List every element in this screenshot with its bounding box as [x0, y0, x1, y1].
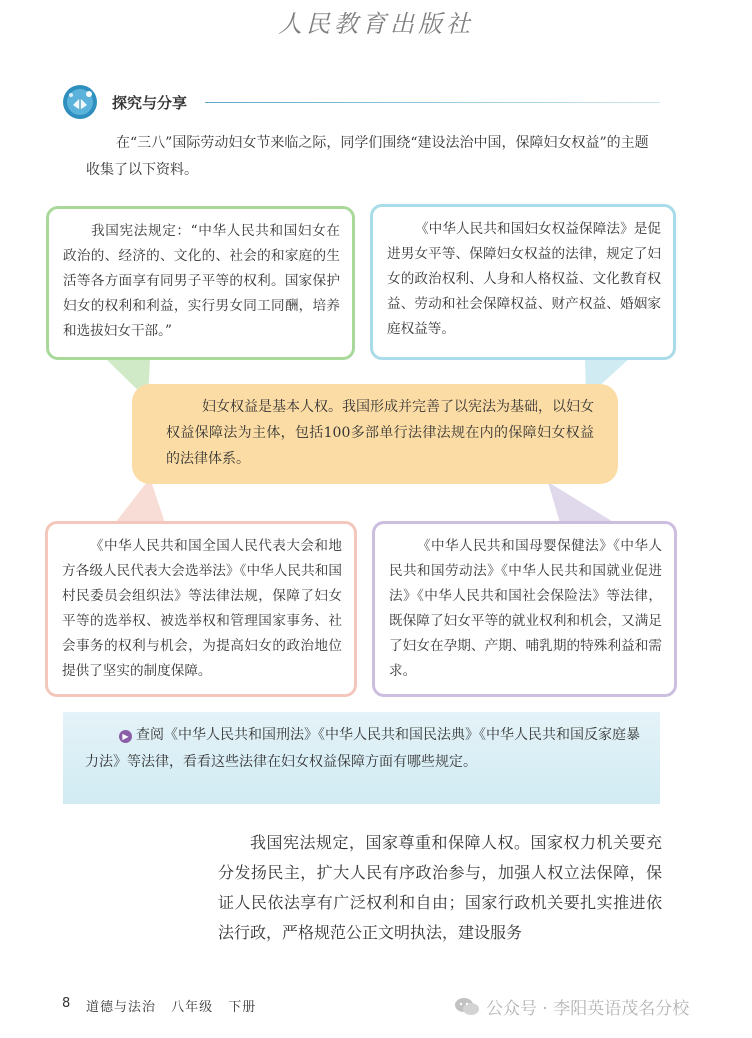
constitution-card: 我国宪法规定：“中华人民共和国妇女在政治的、经济的、文化的、社会的和家庭的生活等各方面享有同男子平等的权利。国家保护妇女的权利和利益，实行男女同工同酬，培养和选拔妇女干部。”	[46, 206, 355, 360]
section-title: 探究与分享	[112, 94, 188, 112]
section-divider	[205, 102, 660, 103]
publisher-logo: 人民教育出版社	[278, 10, 474, 38]
tip-box	[63, 712, 660, 804]
watermark-text: 公众号 · 李阳英语茂名分校	[486, 999, 690, 1019]
page-number: 8	[62, 996, 71, 1011]
explore-share-icon	[62, 84, 98, 120]
summary-card: 妇女权益是基本人权。我国形成并完善了以宪法为基础，以妇女权益保障法为主体，包括100多部单行法律法规在内的保障妇女权益的法律体系。	[132, 384, 618, 484]
women-rights-law-card: 《中华人民共和国妇女权益保障法》是促进男女平等、保障妇女权益的法律，规定了妇女的政治权利、人身和人格权益、文化教育权益、劳动和社会保障权益、财产权益、婚姻家庭权益等。	[370, 204, 676, 360]
play-arrow-icon: ▶	[119, 730, 132, 743]
watermark	[454, 994, 689, 1019]
body-paragraph: 我国宪法规定，国家尊重和保障人权。国家权力机关要充分发扬民主，扩大人民有序政治参与，加强人权立法保障，保证人民依法享有广泛权利和自由；国家行政机关要扎实推进依法行政，严格规范公正文明执法，建设服务	[218, 833, 662, 942]
intro-paragraph: 在“三八”国际劳动妇女节来临之际，同学们围绕“建设法治中国，保障妇女权益”的主题收集了以下资料。	[86, 135, 649, 178]
tip-text: 查阅《中华人民共和国刑法》《中华人民共和国民法典》《中华人民共和国反家庭暴力法》等法律，看看这些法律在妇女权益保障方面有哪些规定。	[85, 727, 640, 770]
book-title: 道德与法治 八年级 下册	[86, 1000, 257, 1015]
labor-law-card: 《中华人民共和国母婴保健法》《中华人民共和国劳动法》《中华人民共和国就业促进法》《中华人民共和国社会保险法》等法律，既保障了妇女平等的就业权利和机会，又满足了妇女在孕期、产期、哺乳期的特殊利益和需求。	[372, 521, 677, 697]
wechat-icon	[454, 997, 480, 1017]
election-law-card: 《中华人民共和国全国人民代表大会和地方各级人民代表大会选举法》《中华人民共和国村民委员会组织法》等法律法规，保障了妇女平等的选举权、被选举权和管理国家事务、社会事务的权利与机会，为提高妇女的政治地位提供了坚实的制度保障。	[45, 521, 357, 697]
